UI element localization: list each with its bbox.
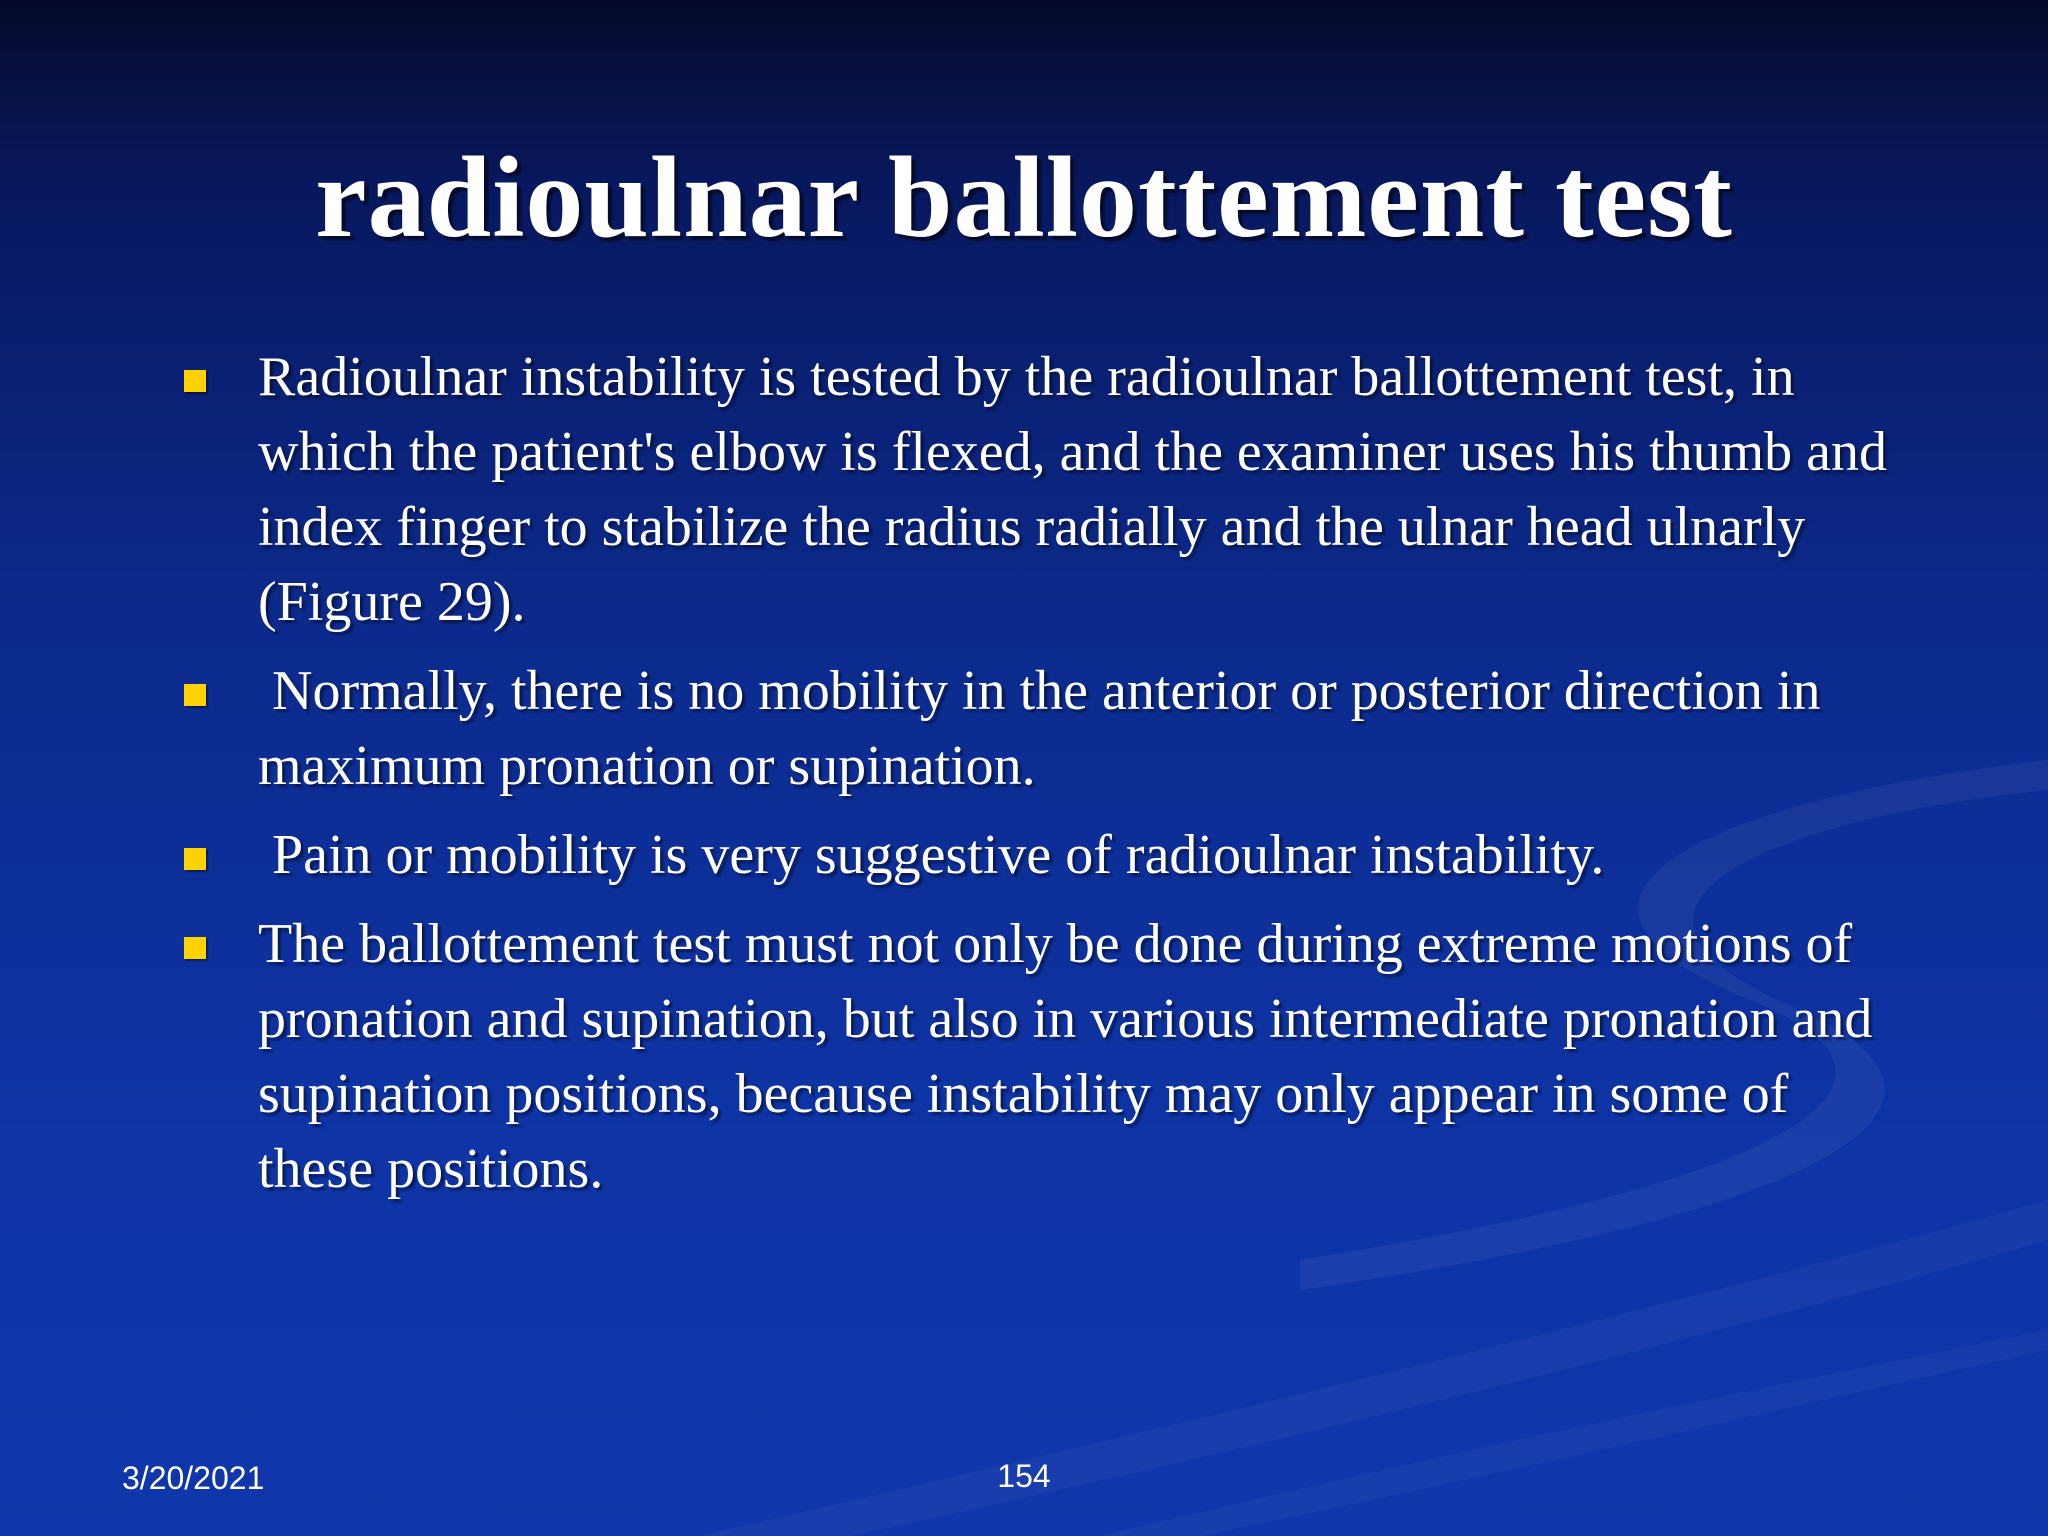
bullet-text: Radioulnar instability is tested by the radioulnar ballottement test, in which the patient's elbow is flexed, and the examiner uses his thumb and index finger to stabilize the radius radially and the ulnar head ulnarly (Figure 29). <box>258 346 1888 633</box>
bullet-text: The ballottement test must not only be done during extreme motions of pronation and supination, but also in various intermediate pronation and supination positions, because instability may only appear in some of these positions. <box>258 913 1873 1200</box>
bullet-item <box>180 907 1900 1207</box>
footer-date: 3/20/2021 <box>122 1460 265 1496</box>
bullet-list <box>180 340 1900 1221</box>
bullet-item <box>180 654 1900 804</box>
footer-page-number: 154 <box>997 1458 1051 1494</box>
bullet-text: Pain or mobility is very suggestive of radioulnar instability. <box>258 824 1605 886</box>
square-bullet-icon <box>184 684 206 706</box>
square-bullet-icon <box>184 848 206 870</box>
square-bullet-icon <box>184 370 206 392</box>
square-bullet-icon <box>184 937 206 959</box>
bullet-item <box>180 818 1900 893</box>
bullet-item <box>180 340 1900 640</box>
slide-title: radioulnar ballottement test <box>315 134 1733 262</box>
bullet-text: Normally, there is no mobility in the anterior or posterior direction in maximum pronation or supination. <box>258 660 1835 797</box>
